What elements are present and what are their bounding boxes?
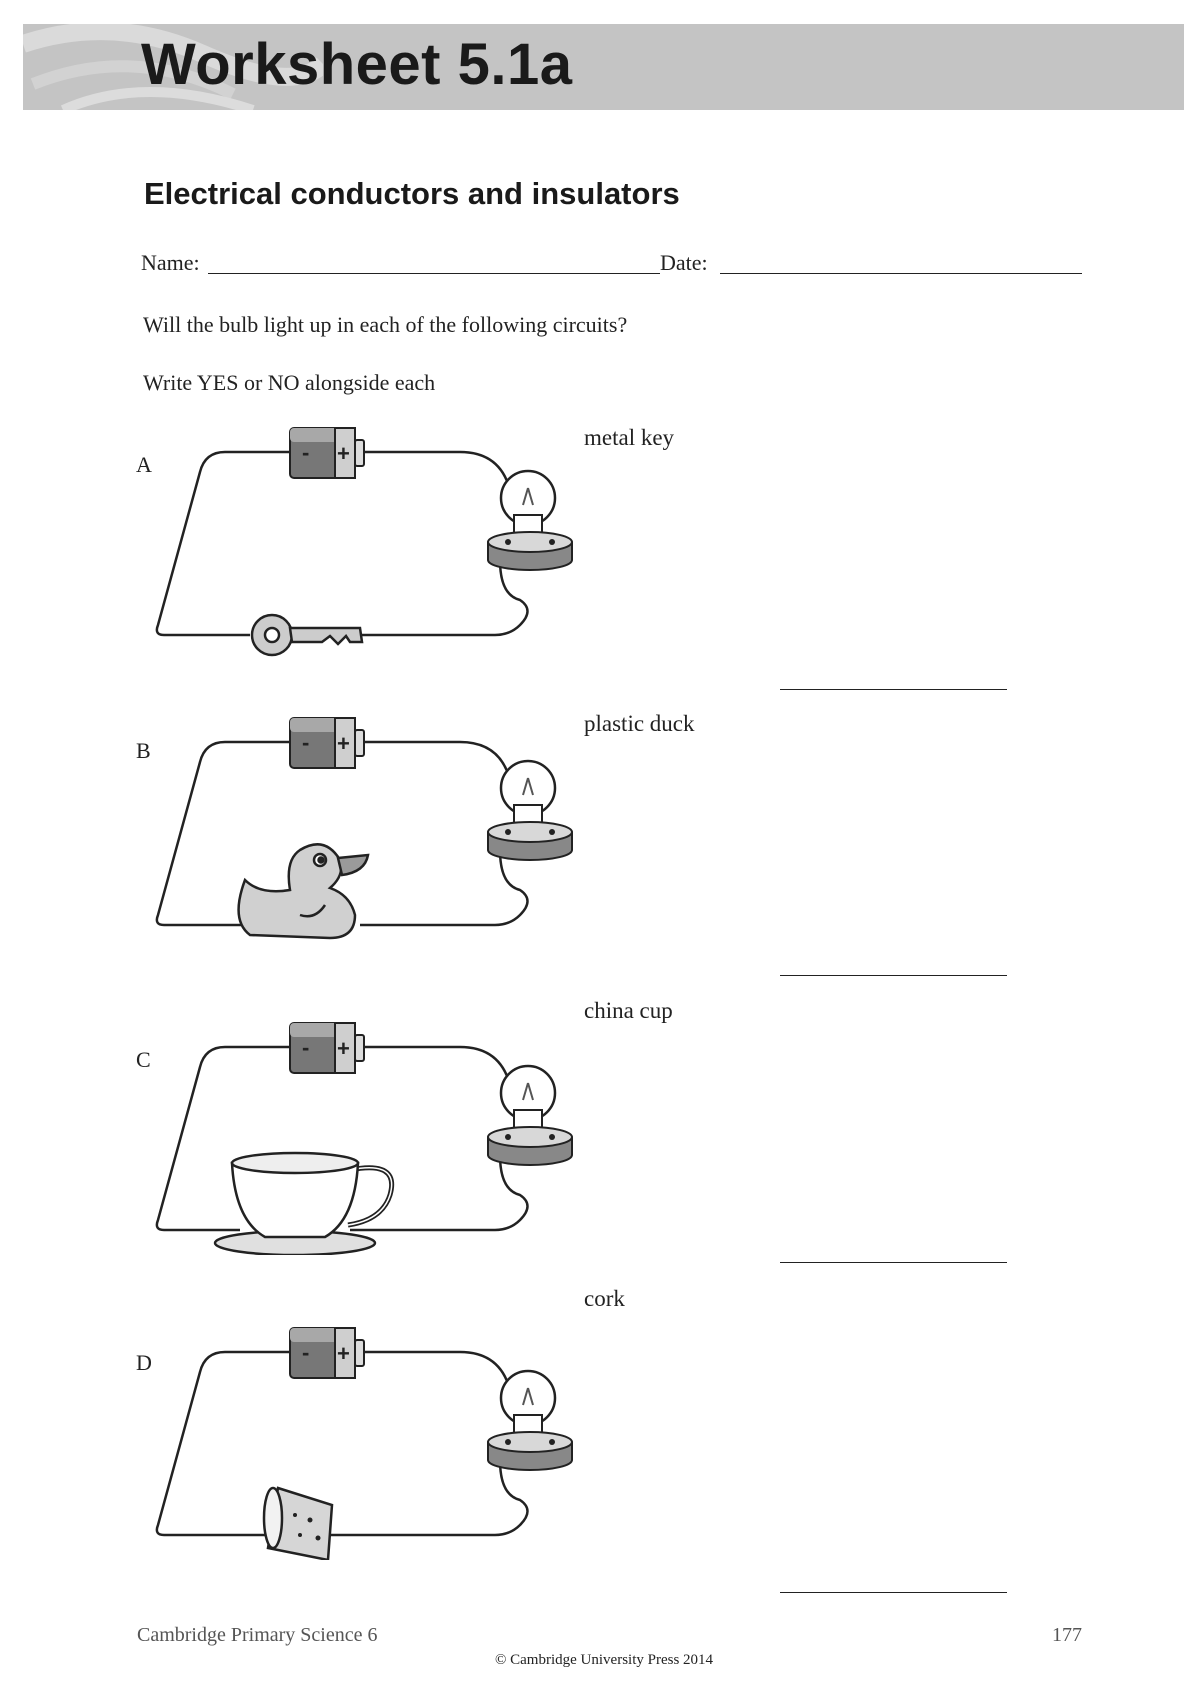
footer-copyright: © Cambridge University Press 2014 — [495, 1652, 714, 1668]
duck-icon — [239, 844, 368, 938]
battery-plus: + — [337, 441, 350, 466]
circuit-diagram-b — [150, 710, 590, 950]
circuit-item-d: cork — [584, 1286, 625, 1311]
header-banner — [23, 24, 1184, 110]
circuit-letter-d: D — [136, 1350, 152, 1375]
answer-line-c[interactable] — [780, 1262, 1007, 1263]
circuit-item-b: plastic duck — [584, 711, 695, 736]
bulb-icon — [488, 471, 572, 570]
battery-icon — [290, 718, 364, 768]
date-label: Date: — [660, 250, 708, 275]
circuit-item-a: metal key — [584, 425, 675, 450]
circuit-letter-b: B — [136, 738, 151, 763]
battery-minus: - — [302, 1340, 310, 1365]
battery-plus: + — [337, 731, 350, 756]
battery-minus: - — [302, 440, 310, 465]
circuit-letter-c: C — [136, 1047, 151, 1072]
circuit-diagram-a — [150, 420, 590, 660]
cork-icon — [264, 1488, 332, 1560]
circuit-wire — [157, 1352, 528, 1535]
answer-line-b[interactable] — [780, 975, 1007, 976]
battery-icon — [290, 1023, 364, 1073]
instruction-write: Write YES or NO alongside each — [143, 370, 436, 395]
answer-line-d[interactable] — [780, 1592, 1007, 1593]
bulb-icon — [488, 761, 572, 860]
circuit-wire — [157, 452, 528, 635]
key-icon — [252, 615, 362, 655]
worksheet-subtitle: Electrical conductors and insulators — [144, 176, 680, 211]
date-field[interactable] — [720, 273, 1082, 274]
battery-minus: - — [302, 730, 310, 755]
bulb-icon — [488, 1371, 572, 1470]
name-field[interactable] — [208, 273, 660, 274]
circuit-diagram-c — [150, 1015, 590, 1255]
footer-page-number: 177 — [1052, 1624, 1082, 1646]
battery-minus: - — [302, 1035, 310, 1060]
cup-icon — [215, 1153, 392, 1255]
answer-line-a[interactable] — [780, 689, 1007, 690]
circuit-diagram-d — [150, 1320, 590, 1560]
name-label: Name: — [141, 250, 200, 275]
battery-plus: + — [337, 1341, 350, 1366]
instruction-question: Will the bulb light up in each of the following circuits? — [143, 312, 628, 337]
battery-icon — [290, 1328, 364, 1378]
footer-book-title: Cambridge Primary Science 6 — [137, 1624, 378, 1646]
circuit-item-c: china cup — [584, 998, 673, 1023]
bulb-icon — [488, 1066, 572, 1165]
battery-icon — [290, 428, 364, 478]
battery-plus: + — [337, 1036, 350, 1061]
page-title: Worksheet 5.1a — [141, 32, 573, 97]
circuit-letter-a: A — [136, 452, 152, 477]
